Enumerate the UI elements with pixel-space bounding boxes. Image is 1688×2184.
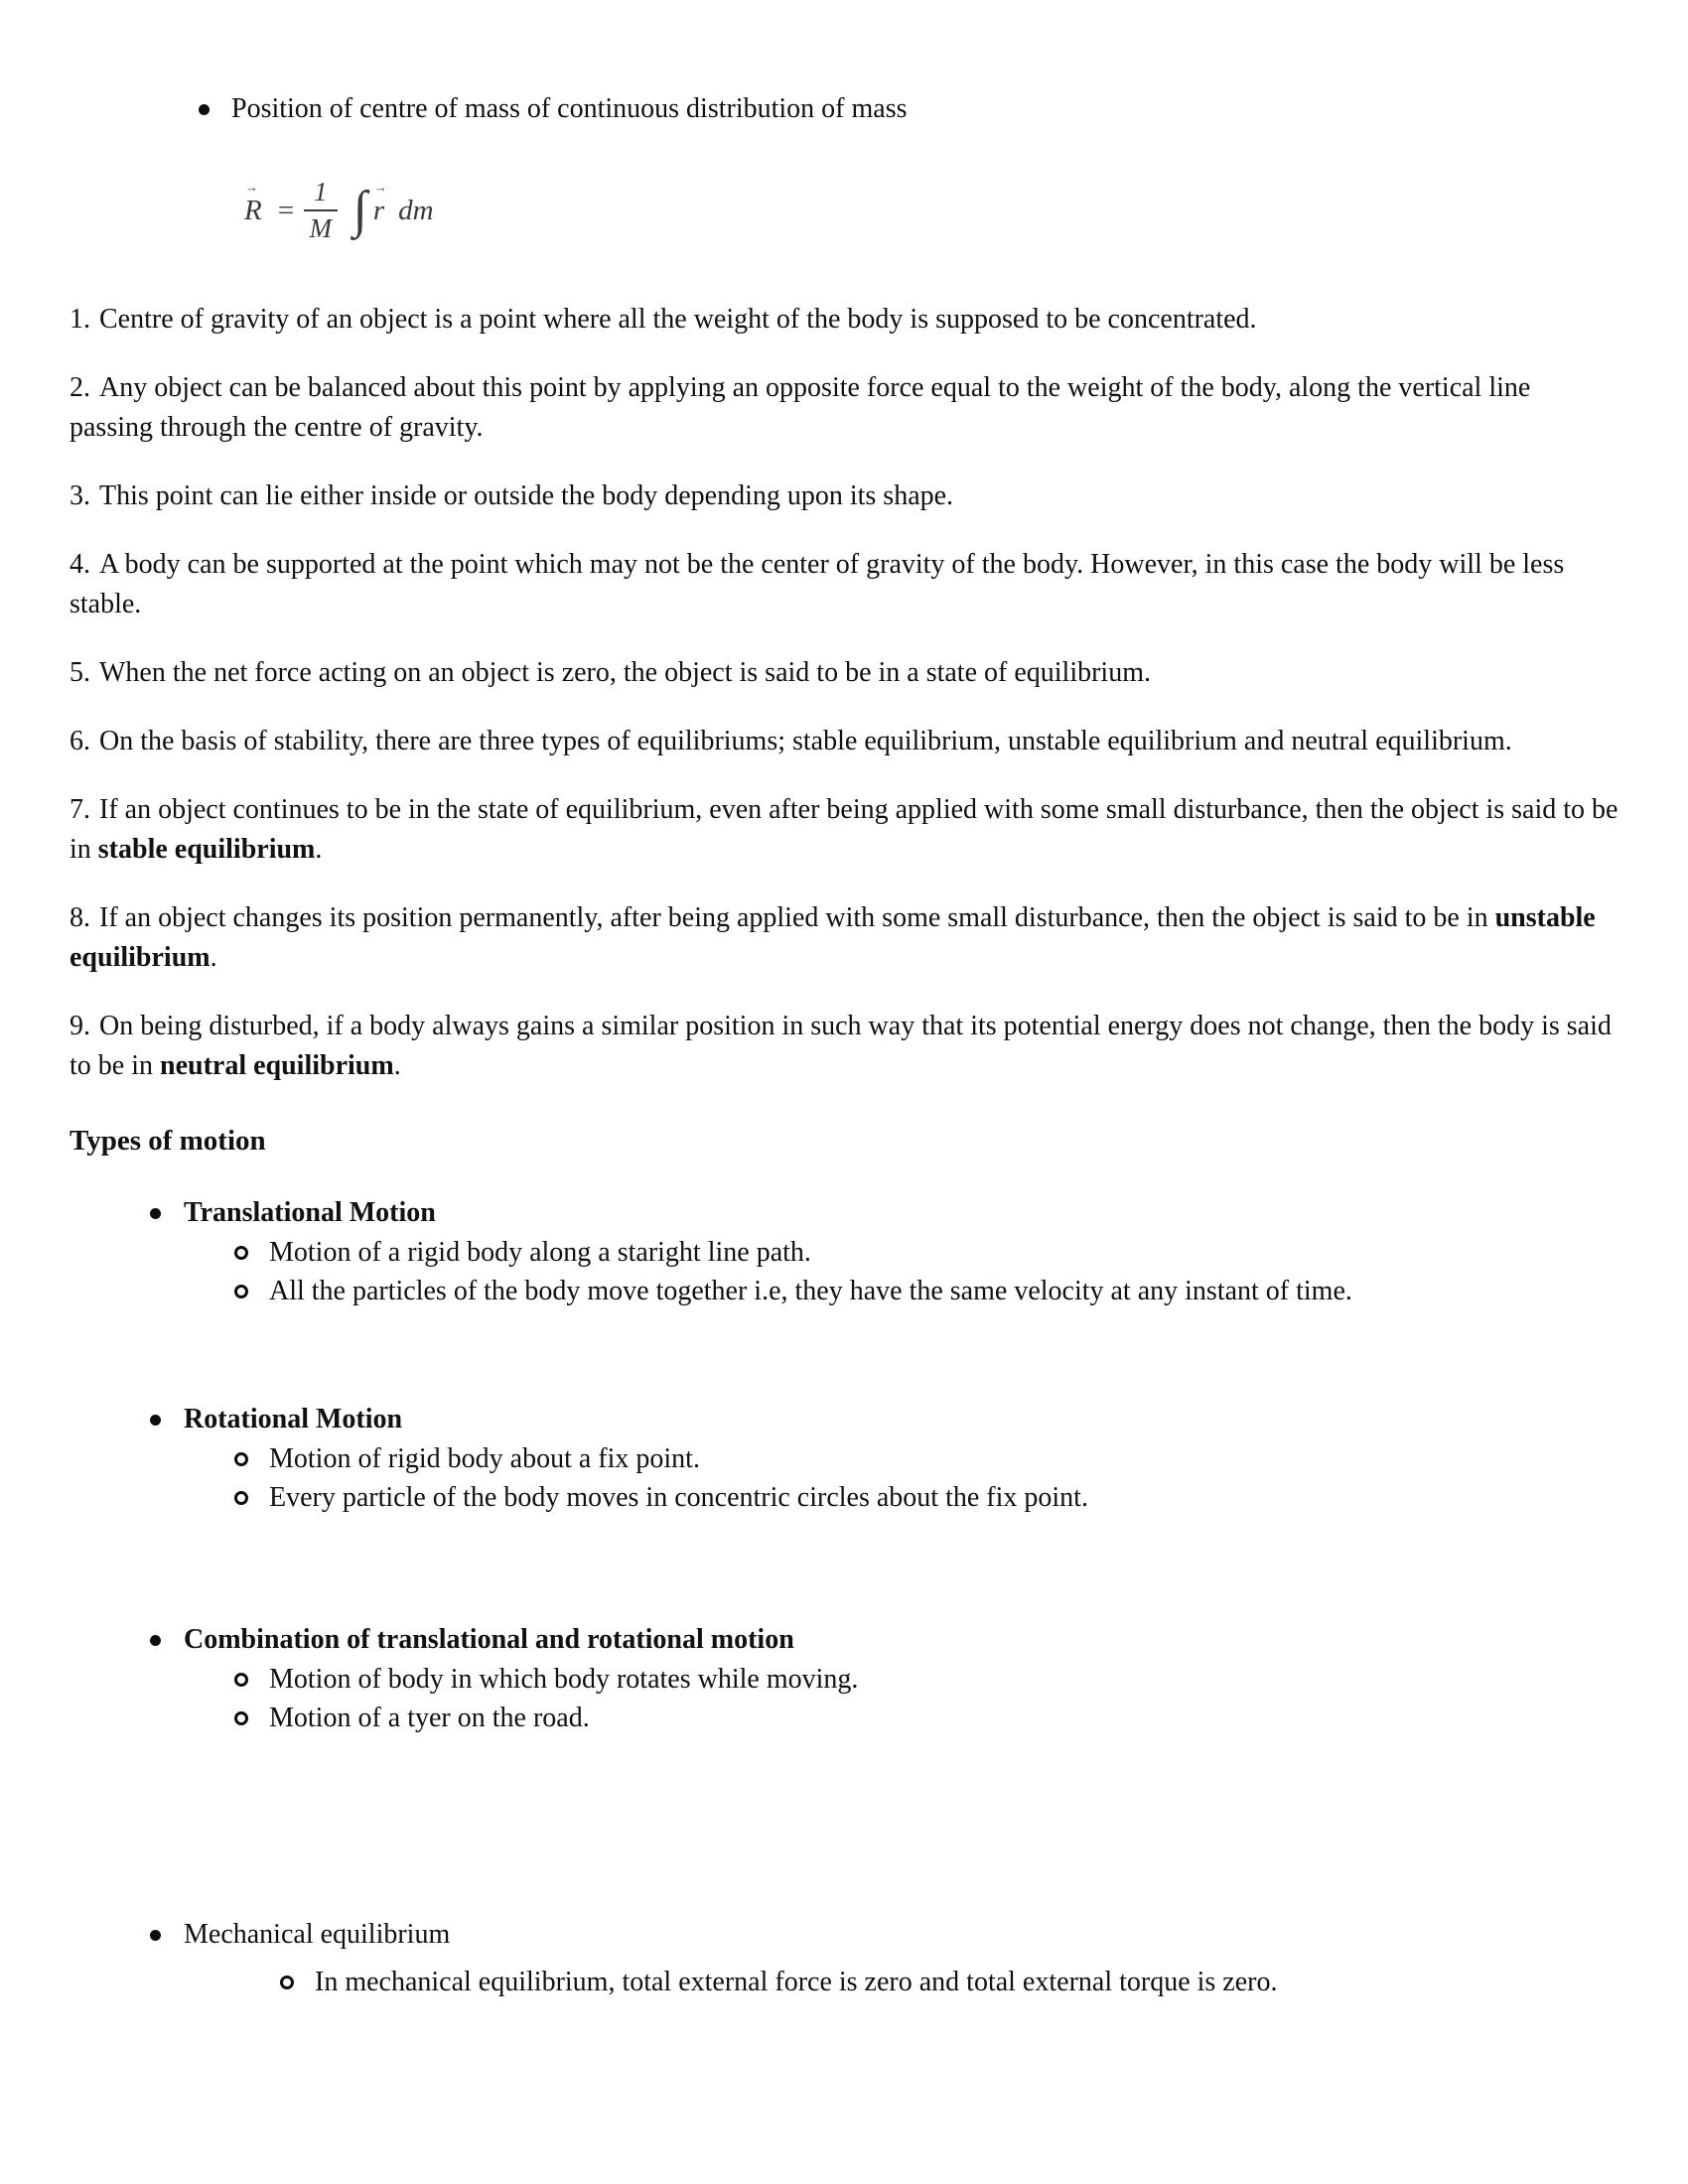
- bullet-circle-icon: [280, 1976, 294, 1989]
- sub-bullet-item: [234, 1478, 1618, 1517]
- bullet-circle-icon: [234, 1285, 248, 1298]
- bullet-dot-icon: [150, 1930, 161, 1941]
- bullet-dot-icon: [199, 104, 210, 115]
- formula-denominator: M: [309, 213, 333, 243]
- bullet-circle-icon: [234, 1711, 248, 1725]
- numbered-item-9: [70, 1007, 1618, 1086]
- item-number: 3.: [70, 480, 90, 511]
- formula-vector-R: [244, 179, 262, 227]
- item-number: 1.: [70, 304, 90, 335]
- integral-icon: ∫: [352, 182, 367, 238]
- item-text: Centre of gravity of an object is a point where all the weight of the body is supposed to be concentrated.: [99, 304, 1257, 335]
- sub-bullet-item: [234, 1699, 1618, 1737]
- sub-bullet-text: Motion of a tyer on the road.: [269, 1703, 590, 1733]
- item-text: This point can lie either inside or outside the body depending upon its shape.: [99, 480, 954, 511]
- formula-vector-r: [372, 179, 386, 227]
- sub-bullet-text: Motion of a rigid body along a staright line path.: [269, 1237, 811, 1268]
- group-title-row: [150, 1620, 1618, 1660]
- group-title-row: [150, 1193, 1618, 1233]
- bullet-circle-icon: [234, 1673, 248, 1687]
- types-of-motion-heading: Types of motion: [70, 1125, 266, 1157]
- bullet-dot-icon: [150, 1415, 161, 1426]
- group-title-row: [150, 1400, 1618, 1439]
- group-translational-motion: [70, 1193, 1618, 1310]
- bullet-circle-icon: [234, 1246, 248, 1260]
- formula-R: R: [244, 194, 262, 226]
- sub-bullet-item: [280, 1963, 1618, 2001]
- group-rotational-motion: [70, 1400, 1618, 1517]
- sub-bullet-text: Motion of rigid body about a fix point.: [269, 1443, 700, 1474]
- group-title: Mechanical equilibrium: [184, 1919, 451, 1950]
- item-text: If an object changes its position permanently, after being applied with some small disturbance, then the object is said to be in: [99, 902, 1495, 933]
- sub-bullet-item: [234, 1272, 1618, 1310]
- sub-bullet-text: Motion of body in which body rotates while moving.: [269, 1664, 859, 1695]
- vector-arrow-icon: →: [245, 179, 257, 195]
- group-title: Combination of translational and rotational motion: [184, 1624, 794, 1655]
- group-title: Translational Motion: [184, 1197, 436, 1228]
- numbered-item-1: [70, 300, 1618, 340]
- item-number: 7.: [70, 794, 90, 825]
- item-text: Any object can be balanced about this point by applying an opposite force equal to the weight of the body, along the vertical line passing through the centre of gravity.: [70, 372, 1531, 443]
- item-text: When the net force acting on an object is zero, the object is said to be in a state of equilibrium.: [99, 657, 1151, 688]
- item-text: On being disturbed, if a body always gains a similar position in such way that its potential energy does not change, then the body is said to be in: [70, 1011, 1612, 1081]
- group-combination-motion: [70, 1620, 1618, 1737]
- item-text: If an object continues to be in the state of equilibrium, even after being applied with some small disturbance, then the object is said to be in: [70, 794, 1618, 865]
- formula-fraction: [304, 177, 338, 244]
- sub-bullet-text: In mechanical equilibrium, total external force is zero and total external torque is zero.: [315, 1967, 1278, 1997]
- vector-arrow-icon: →: [373, 179, 386, 195]
- sub-bullet-item: [234, 1439, 1618, 1478]
- sub-bullet-text: Every particle of the body moves in concentric circles about the fix point.: [269, 1482, 1088, 1513]
- item-number: 4.: [70, 549, 90, 580]
- intro-bullet-label: Position of centre of mass of continuous distribution of mass: [231, 93, 908, 124]
- item-number: 8.: [70, 902, 90, 933]
- centre-of-mass-formula: [244, 171, 1618, 250]
- item-bold-text: unstable equilibrium: [70, 902, 1596, 973]
- numbered-item-5: [70, 653, 1618, 693]
- item-bold-text: neutral equilibrium: [160, 1050, 394, 1081]
- formula-numerator: 1: [304, 177, 338, 211]
- bullet-circle-icon: [234, 1452, 248, 1466]
- item-text: On the basis of stability, there are three types of equilibriums; stable equilibrium, unstable equilibrium and neutral equilibrium.: [99, 726, 1512, 756]
- group-title-row: [150, 1915, 1618, 1955]
- item-number: 2.: [70, 372, 90, 403]
- formula-dm: dm: [398, 194, 434, 226]
- numbered-item-4: [70, 545, 1618, 624]
- numbered-item-6: [70, 722, 1618, 761]
- item-text: .: [315, 834, 323, 865]
- item-number: 5.: [70, 657, 90, 688]
- item-bold-text: stable equilibrium: [97, 834, 316, 865]
- item-text: A body can be supported at the point which may not be the center of gravity of the body. However, in this case the body will be less stable.: [70, 549, 1565, 619]
- item-number: 6.: [70, 726, 90, 756]
- item-text: .: [393, 1050, 401, 1081]
- bullet-dot-icon: [150, 1635, 161, 1646]
- numbered-item-8: [70, 898, 1618, 978]
- group-mechanical-equilibrium: [70, 1915, 1618, 2001]
- formula-equals: =: [277, 194, 295, 226]
- intro-bullet-item: [199, 89, 1618, 129]
- sub-bullet-item: [234, 1660, 1618, 1699]
- sub-bullet-item: [234, 1233, 1618, 1272]
- formula-r: r: [372, 194, 385, 226]
- numbered-item-3: [70, 477, 1618, 516]
- sub-bullet-text: All the particles of the body move together i.e, they have the same velocity at any instant of time.: [269, 1276, 1352, 1306]
- item-number: 9.: [70, 1011, 90, 1041]
- bullet-circle-icon: [234, 1491, 248, 1505]
- numbered-item-2: [70, 368, 1618, 448]
- item-text: .: [210, 942, 217, 973]
- numbered-item-7: [70, 790, 1618, 870]
- bullet-dot-icon: [150, 1208, 161, 1219]
- group-title: Rotational Motion: [184, 1404, 403, 1434]
